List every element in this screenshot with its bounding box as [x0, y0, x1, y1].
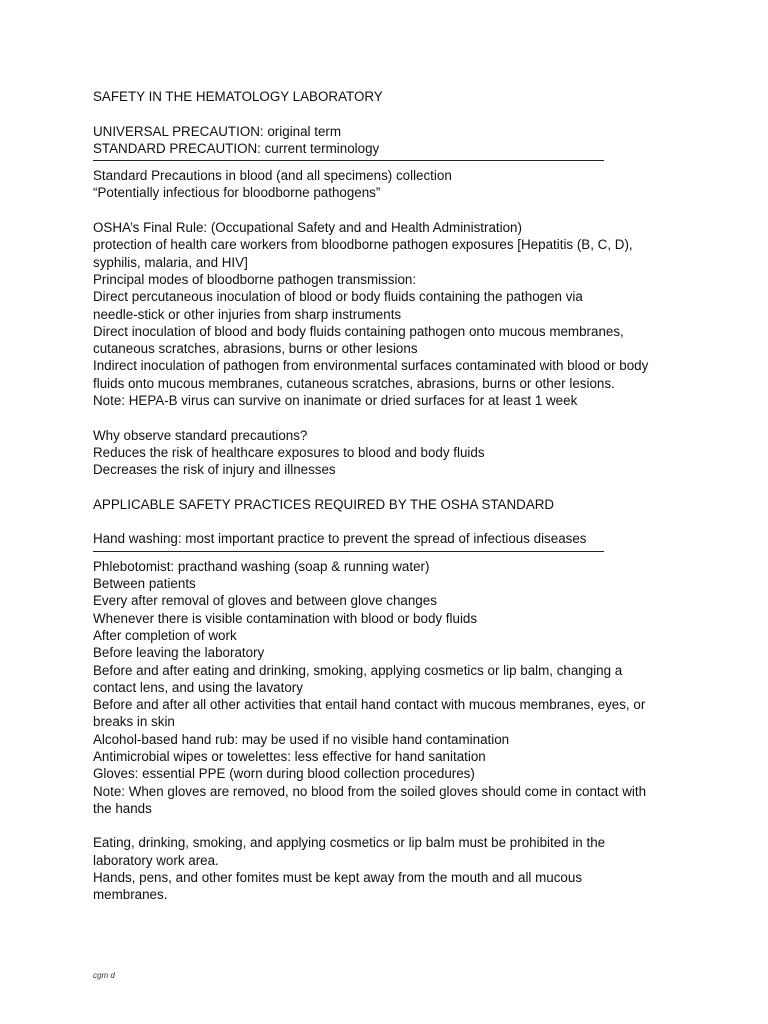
paragraph-line: contact lens, and using the lavatory — [93, 679, 303, 695]
paragraph-line: protection of health care workers from bloodborne pathogen exposures [Hepatitis (B, C, D), — [93, 237, 633, 253]
standard-precaution-line: STANDARD PRECAUTION: current terminology — [93, 140, 380, 156]
horizontal-rule — [93, 157, 693, 167]
document-title: SAFETY IN THE HEMATOLOGY LABORATORY — [93, 89, 383, 104]
paragraph-line: Gloves: essential PPE (worn during blood collection procedures) — [93, 766, 475, 782]
document-body — [93, 88, 693, 904]
paragraph-line: syphilis, malaria, and HIV] — [93, 254, 248, 270]
paragraph-line: Eating, drinking, smoking, and applying cosmetics or lip balm must be prohibited in the — [93, 835, 606, 851]
paragraph-line: Before and after eating and drinking, smoking, applying cosmetics or lip balm, changing a — [93, 662, 623, 678]
paragraph-line: Whenever there is visible contamination with blood or body fluids — [93, 610, 478, 626]
paragraph-line: breaks in skin — [93, 714, 175, 730]
paragraph-line: Principal modes of bloodborne pathogen transmission: — [93, 271, 417, 287]
paragraph-line: Note: HEPA-B virus can survive on inanimate or dried surfaces for at least 1 week — [93, 393, 578, 409]
horizontal-rule — [93, 548, 693, 558]
paragraph-line: Indirect inoculation of pathogen from environmental surfaces contaminated with blood or body — [93, 358, 649, 374]
paragraph-line: Note: When gloves are removed, no blood from the soiled gloves should come in contact with — [93, 783, 647, 799]
paragraph-line: Every after removal of gloves and between glove changes — [93, 593, 437, 609]
paragraph-line: Before leaving the laboratory — [93, 645, 265, 661]
paragraph-line: needle-stick or other injuries from sharp instruments — [93, 306, 402, 322]
paragraph-line: Direct percutaneous inoculation of blood or body fluids containing the pathogen via — [93, 289, 583, 305]
paragraph-line: Between patients — [93, 576, 196, 592]
universal-precaution-line: UNIVERSAL PRECAUTION: original term — [93, 123, 342, 139]
paragraph-line: Phlebotomist: practhand washing (soap & running water) — [93, 558, 430, 574]
paragraph-line: Antimicrobial wipes or towelettes: less effective for hand sanitation — [93, 748, 486, 764]
paragraph-line: fluids onto mucous membranes, cutaneous scratches, abrasions, burns or other lesions. — [93, 375, 615, 391]
paragraph-line: Why observe standard precautions? — [93, 427, 308, 443]
paragraph-line: Standard Precautions in blood (and all specimens) collection — [93, 168, 452, 184]
paragraph-line: cutaneous scratches, abrasions, burns or other lesions — [93, 341, 418, 357]
paragraph-line: Alcohol-based hand rub: may be used if no visible hand contamination — [93, 731, 510, 747]
paragraph-line: Before and after all other activities that entail hand contact with mucous membranes, eyes, or — [93, 697, 646, 713]
page-footer: cgm d — [93, 971, 115, 980]
section-heading: APPLICABLE SAFETY PRACTICES REQUIRED BY THE OSHA STANDARD — [93, 496, 555, 512]
paragraph-line: Direct inoculation of blood and body fluids containing pathogen onto mucous membranes, — [93, 323, 624, 339]
paragraph-line: Hands, pens, and other fomites must be kept away from the mouth and all mucous — [93, 870, 583, 886]
paragraph-line: Decreases the risk of injury and illnesses — [93, 462, 336, 478]
paragraph-line: “Potentially infectious for bloodborne pathogens” — [93, 185, 381, 201]
paragraph-line: Hand washing: most important practice to prevent the spread of infectious diseases — [93, 531, 587, 547]
paragraph-line: After completion of work — [93, 627, 237, 643]
paragraph-line: membranes. — [93, 887, 168, 903]
paragraph-line: OSHA’s Final Rule: (Occupational Safety and and Health Administration) — [93, 220, 522, 236]
paragraph-line: the hands — [93, 800, 152, 816]
paragraph-line: Reduces the risk of healthcare exposures to blood and body fluids — [93, 444, 485, 460]
paragraph-line: laboratory work area. — [93, 852, 219, 868]
